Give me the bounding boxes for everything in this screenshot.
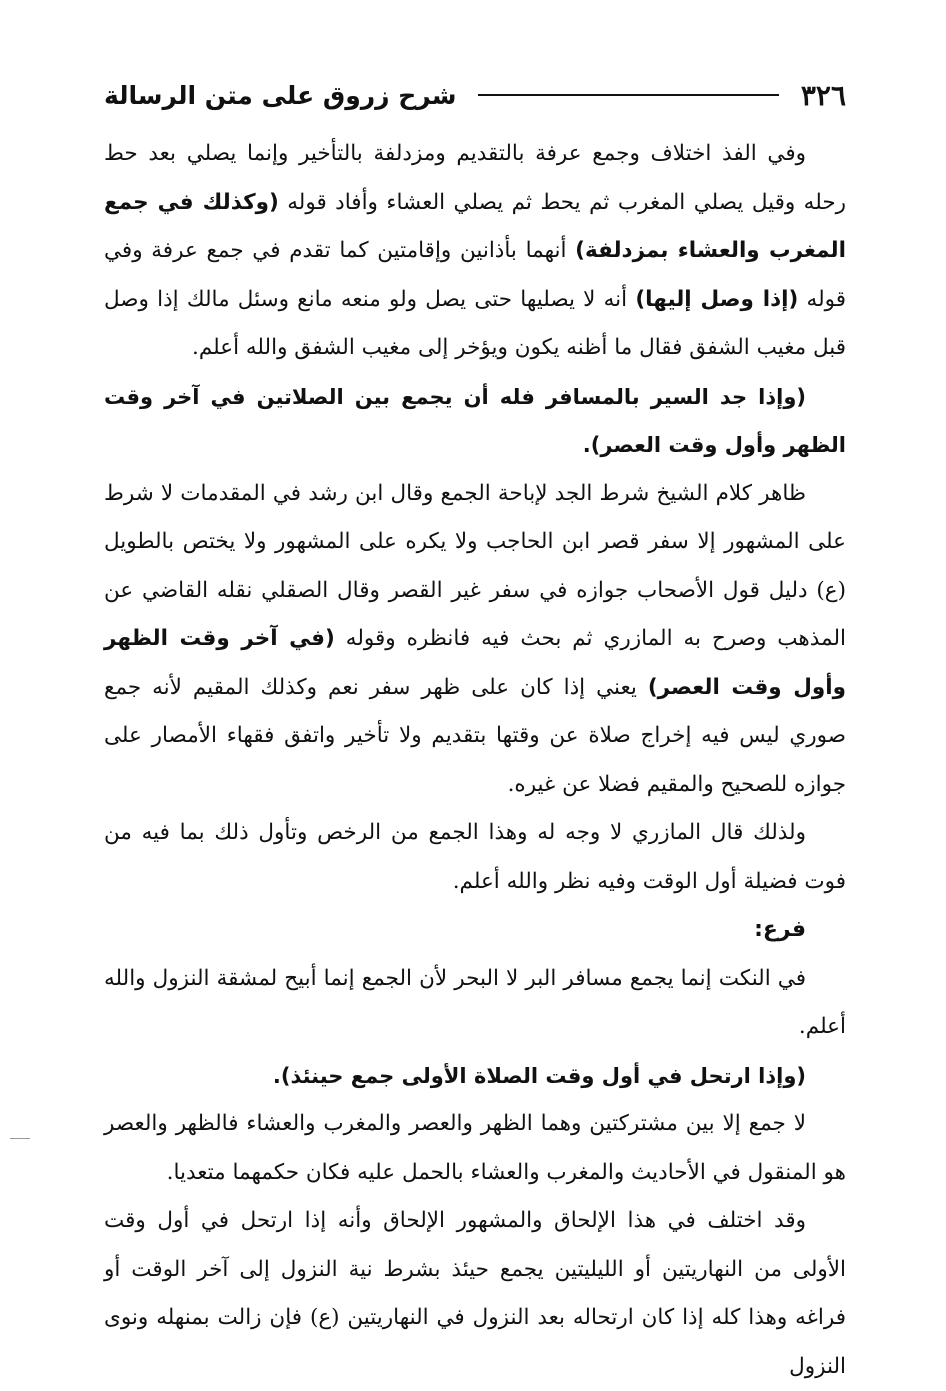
running-title: شرح زروق على متن الرسالة	[104, 80, 457, 110]
matn-paragraph-6: (وإذا ارتحل في أول وقت الصلاة الأولى جمع حينئذ).	[272, 1063, 806, 1088]
quoted-matn: (إذا وصل إليها)	[635, 286, 799, 312]
page-header	[104, 72, 846, 118]
header-rule	[478, 94, 778, 96]
paragraph-1	[104, 130, 846, 373]
paragraph-5: في النكت إنما يجمع مسافر البر لا البحر لأن الجمع إنما أبيح لمشقة النزول والله أعلم.	[104, 965, 846, 1039]
paragraph-8: وقد اختلف في هذا الإلحاق والمشهور الإلحاق وأنه إذا ارتحل في أول وقت الأولى من النهاريتين أو الليليتين يجمع حيئذ بشرط نية النزول إلى آخر الوقت أو فراغه وهذا كله إذا كان ارتحاله بعد النزول في النهاريتين (ع) فإن زالت بمنهله ونوى النزول	[104, 1208, 846, 1379]
page-body	[104, 130, 846, 1391]
text-span: وفي الفذ اختلاف وجمع عرفة بالتقديم ومزدلفة بالتأخير وإنما يصلي بعد حط رحله وقيل يصلي المغرب ثم يحط ثم يصلي العشاء وأفاد قوله	[104, 141, 847, 215]
paragraph-3	[104, 470, 846, 810]
section-heading: فرع:	[754, 917, 806, 942]
text-span: أنهما بأذانين وإقامتين كما تقدم في جمع عرفة وفي قوله	[104, 238, 846, 312]
text-span: ظاهر كلام الشيخ شرط الجد لإباحة الجمع وقال ابن رشد في المقدمات لا شرط على المشهور إلا سفر قصر ابن الحاجب ولا يكره على المشهور ولا يختص بالطويل (ع) دليل قول الأصحاب جوازه في سفر غير القصر وقال الصقلي نقله القاضي عن المذهب وصرح به المازري ثم بحث فيه فانظره وقوله	[104, 480, 846, 651]
paragraph-7: لا جمع إلا بين مشتركتين وهما الظهر والعصر والمغرب والعشاء فالظهر والعصر هو المنقول في الأحاديث والمغرب والعشاء بالحمل عليه فكان حكمهما متعديا.	[104, 1111, 846, 1185]
quoted-matn: (وكذلك في جمع المغرب والعشاء بمزدلفة)	[104, 189, 846, 263]
paragraph-4: ولذلك قال المازري لا وجه له وهذا الجمع من الرخص وتأول ذلك بما فيه من فوت فضيلة أول الوقت وفيه نظر والله أعلم.	[104, 820, 846, 894]
matn-paragraph-2: (وإذا جد السير بالمسافر فله أن يجمع بين الصلاتين في آخر وقت الظهر وأول وقت العصر).	[104, 384, 846, 457]
page-number: ٣٢٦	[800, 78, 846, 112]
quoted-matn: (في آخر وقت الظهر وأول وقت العصر)	[104, 626, 847, 700]
gutter-mark	[10, 1138, 30, 1139]
text-span: أنه لا يصليها حتى يصل ولو منعه مانع وسئل مالك إذا وصل قبل مغيب الشفق فقال ما أظنه يكون ويؤخر إلى مغيب الشفق والله أعلم.	[104, 286, 846, 360]
text-span: يعني إذا كان على ظهر سفر نعم وكذلك المقيم لأنه جمع صوري ليس فيه إخراج صلاة عن وقتها بتقديم ولا تأخير واتفق فقهاء الأمصار على جوازه للصحيح والمقيم فضلا عن غيره.	[104, 674, 846, 797]
